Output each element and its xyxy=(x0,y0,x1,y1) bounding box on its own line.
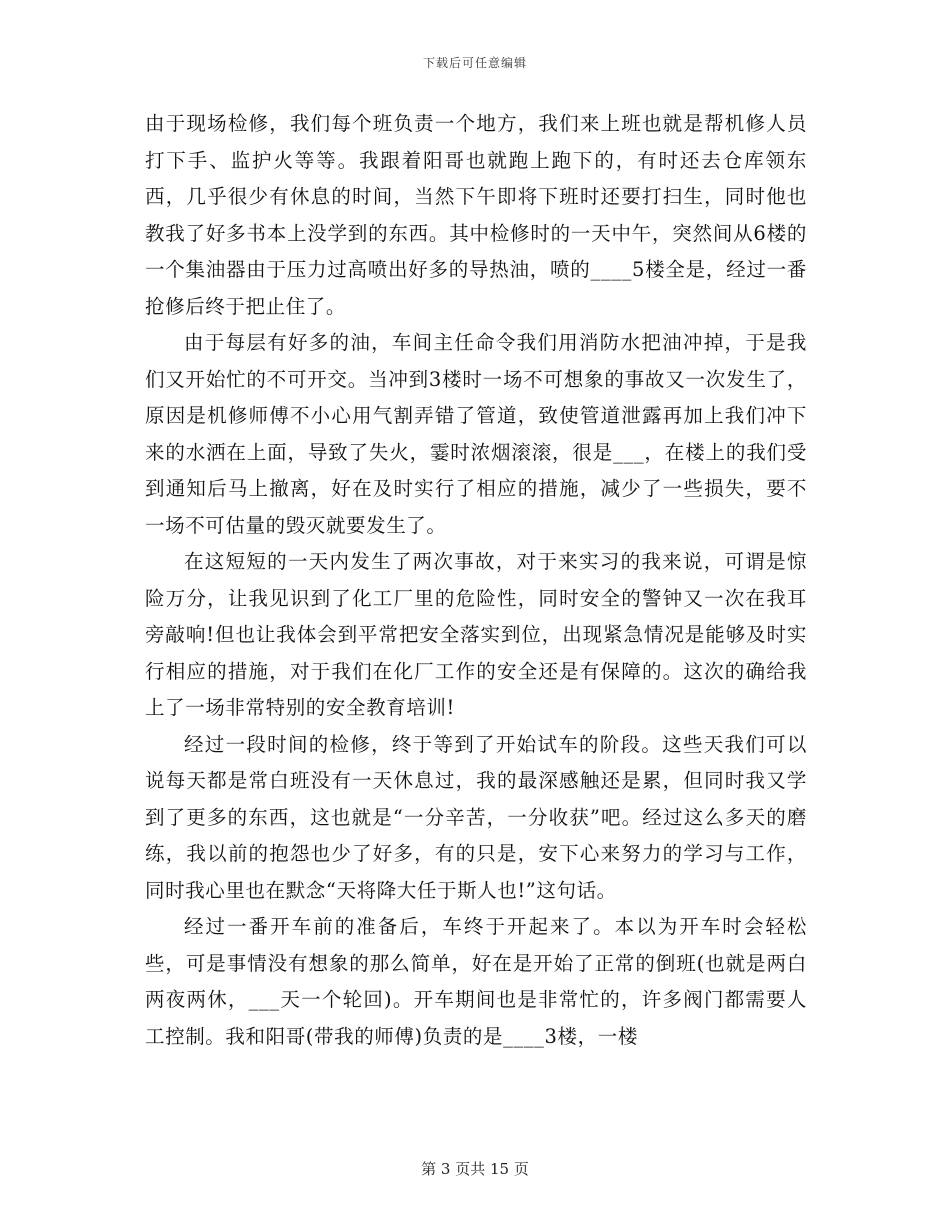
document-body xyxy=(145,106,807,1055)
paragraph-3: 在这短短的一天内发生了两次事故，对于来实习的我来说，可谓是惊险万分，让我见识到了化工厂里的危险性，同时安全的警钟又一次在我耳旁敲响!但也让我体会到平常把安全落实到位，出现紧急情况是能够及时实行相应的措施，对于我们在化厂工作的安全还是有保障的。这次的确给我上了一场非常特别的安全教育培训! xyxy=(145,550,807,719)
paragraph-5: 经过一番开车前的准备后，车终于开起来了。本以为开车时会轻松些，可是事情没有想象的那么简单，好在是开始了正常的倒班(也就是两白两夜两休，___天一个轮回)。开车期间也是非常忙的，许多阀门都需要人工控制。我和阳哥(带我的师傅)负责的是____3楼，一楼 xyxy=(145,915,807,1048)
page-footer: 第 3 页共 15 页 xyxy=(421,1160,529,1178)
paragraph-1: 由于现场检修，我们每个班负责一个地方，我们来上班也就是帮机修人员打下手、监护火等等。我跟着阳哥也就跑上跑下的，有时还去仓库领东西，几乎很少有休息的时间，当然下午即将下班时还要打扫生，同时他也教我了好多书本上没学到的东西。其中检修时的一天中午，突然间从6楼的一个集油器由于压力过高喷出好多的导热油，喷的____5楼全是，经过一番抢修后终于把止住了。 xyxy=(145,112,807,318)
paragraph-4: 经过一段时间的检修，终于等到了开始试车的阶段。这些天我们可以说每天都是常白班没有一天休息过，我的最深感触还是累，但同时我又学到了更多的东西，这也就是“一分辛苦，一分收获”吧。经过这么多天的磨练，我以前的抱怨也少了好多，有的只是，安下心来努力的学习与工作，同时我心里也在默念“天将降大任于斯人也!”这句话。 xyxy=(145,732,807,902)
page-header: 下载后可任意编辑 xyxy=(422,56,527,70)
paragraph-2: 由于每层有好多的油，车间主任命令我们用消防水把油冲掉，于是我们又开始忙的不可开交。当冲到3楼时一场不可想象的事故又一次发生了，原因是机修师傅不小心用气割弄错了管道，致使管道泄露再加上我们冲下来的水洒在上面，导致了失火，霎时浓烟滚滚，很是___，在楼上的我们受到通知后马上撤离，好在及时实行了相应的措施，减少了一些损失，要不一场不可估量的毁灭就要发生了。 xyxy=(145,331,807,537)
